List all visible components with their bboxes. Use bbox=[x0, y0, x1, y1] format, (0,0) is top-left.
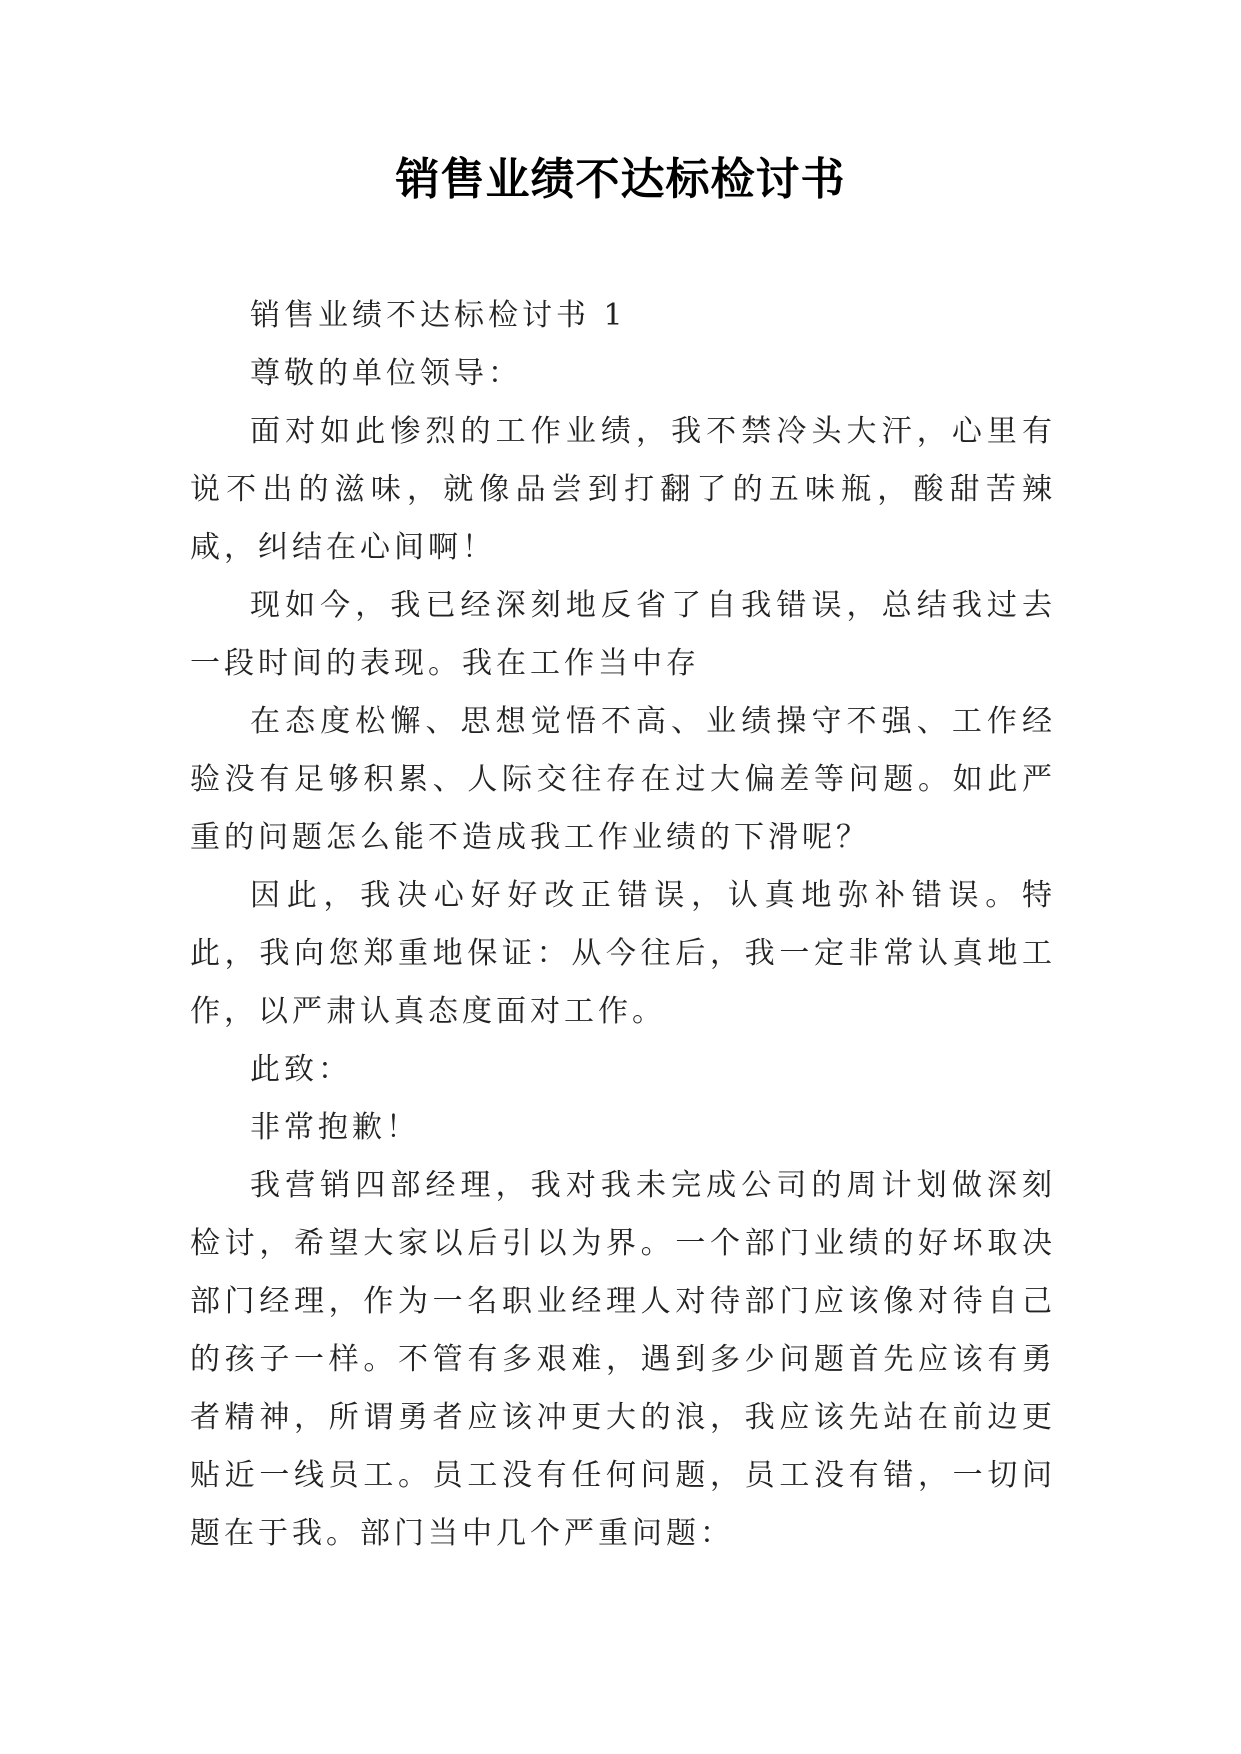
body-paragraph: 在态度松懈、思想觉悟不高、业绩操守不强、工作经验没有足够积累、人际交往存在过大偏差等问题。如此严重的问题怎么能不造成我工作业绩的下滑呢？ bbox=[190, 704, 1056, 855]
body-paragraph: 面对如此惨烈的工作业绩，我不禁冷头大汗，心里有说不出的滋味，就像品尝到打翻了的五味瓶，酸甜苦辣咸，纠结在心间啊！ bbox=[190, 414, 1056, 565]
body-paragraph: 现如今，我已经深刻地反省了自我错误，总结我过去一段时间的表现。我在工作当中存 bbox=[190, 588, 1056, 681]
body-paragraph: 我营销四部经理，我对我未完成公司的周计划做深刻检讨，希望大家以后引以为界。一个部门业绩的好坏取决部门经理，作为一名职业经理人对待部门应该像对待自己的孩子一样。不管有多艰难，遇到多少问题首先应该有勇者精神，所谓勇者应该冲更大的浪，我应该先站在前边更贴近一线员工。员工没有任何问题，员工没有错，一切问题在于我。部门当中几个严重问题： bbox=[190, 1168, 1056, 1551]
apology-paragraph: 非常抱歉！ bbox=[250, 1110, 420, 1145]
subtitle-paragraph: 销售业绩不达标检讨书 1 bbox=[250, 298, 627, 333]
closing-paragraph: 此致： bbox=[250, 1052, 352, 1087]
document-title: 销售业绩不达标检讨书 bbox=[395, 154, 846, 205]
body-paragraph: 因此，我决心好好改正错误，认真地弥补错误。特此，我向您郑重地保证：从今往后，我一定非常认真地工作，以严肃认真态度面对工作。 bbox=[190, 878, 1056, 1029]
salutation-paragraph: 尊敬的单位领导： bbox=[250, 356, 522, 391]
document-body bbox=[190, 287, 1056, 1563]
